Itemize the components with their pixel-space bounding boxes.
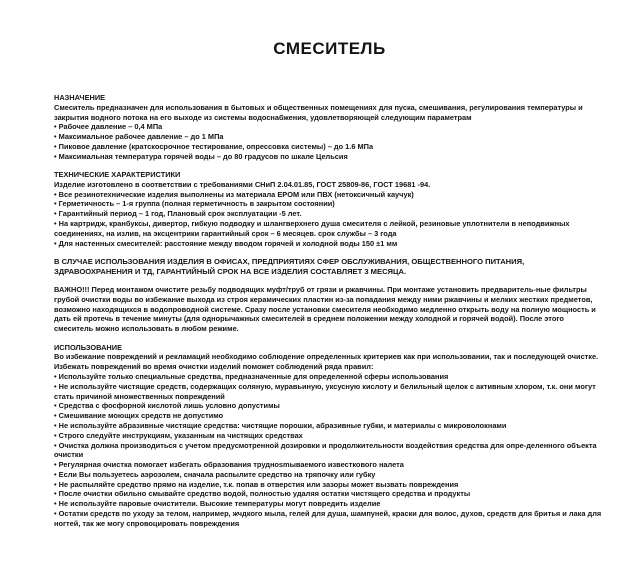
usage-section [54,343,605,529]
list-item: • Не распыляйте средство прямо на изделие, т.к. попав в отверстия или зазоры может вызвать повреждения [54,479,459,489]
specs-intro: Изделие изготовлено в соответствии с требованиями СНиП 2.04.01.85, ГОСТ 25809-86, ГОСТ 19681 -94. [54,179,431,189]
list-item: • Используйте только специальные средства, предназначенные для определенной сферы использования [54,371,449,381]
document-body [54,93,605,529]
list-item: • Для настенных смесителей: расстояние между вводом горячей и холодной воды 150 ±1 мм [54,238,398,248]
list-item: • Не используйте паровые очистители. Высокие температуры могут повредить изделие [54,499,381,509]
page-title: СМЕСИТЕЛЬ [273,39,386,58]
list-item: • Гарантийный период – 1 год, Плановый срок эксплуатации -5 лет. [54,209,302,219]
usage-intro: Во избежание повреждений и рекламаций необходимо соблюдение определенных критериев как при использовании, так и последующей очистке. Избежать повреждений во время очистки изделий поможет соблюдений ряда правил: [54,352,599,372]
purpose-intro: Смеситель предназначен для использования в бытовых и общественных помещениях для пуска, смешивания, регулирования температуры и закрытия водного потока на его выходе из системы водоснабжения, удовлетворяющей следующим параметрам [54,102,583,122]
usage-heading: ИСПОЛЬЗОВАНИЕ [54,342,123,352]
list-item: • На картридж, кранбуксы, дивертор, гибкую подводку и шлангверхнего душа смесителя с лейкой, резиновые уплотнители в неподвижных соединениях, на излив, на эксцентрики гарантийный срок – 6 месяцев. срок службы – 3 года [54,219,570,238]
list-item: • Регулярная очистка помогает избегать образования труднosmываемого известкового налета [54,460,404,470]
list-item: • Герметичность – 1-я группа (полная герметичность в закрытом состоянии) [54,199,335,209]
important-note: ВАЖНО!!! Перед монтажом очистите резьбу подводящих муфт/труб от грязи и ржавчины. При монтаже установить предваритель-ные фильтры грубой очистки воды во избежание выхода из строя керамических пластин из-за попадания между ними ржавчины и мелких жестких предметов, возможно находящихся в водопроводной системе. Сразу после установки смесителя необходимо медленно открыть воду на полную мощность и дать ей протечь в течение минуты (для однорычажных смесителей в среднем положении между холодной и горячей водой). После этого смеситель можно использовать в любом режиме. [54,285,596,334]
list-item: • Все резинотехнические изделия выполнены из материала EPOM или ПВХ (нетоксичный каучук) [54,189,414,199]
list-item: • Не используйте чистящие средств, содержащих соляную, муравьиную, уксусную кислоту и белильный щелок с активным хлором, т.к. они могут стать причиной множественных повреждений [54,381,596,401]
list-item: • Смешивание моющих средств не допустимо [54,411,224,421]
purpose-section [54,93,605,162]
list-item: • Не используйте абразивные чистящие средства: чистящие порошки, абразивные губки, и материалы с микроволокнами [54,420,507,430]
list-item: • Рабочее давление – 0,4 МПа [54,122,163,132]
warranty-notice: В СЛУЧАЕ ИСПОЛЬЗОВАНИЯ ИЗДЕЛИЯ В ОФИСАХ, ПРЕДПРИЯТИЯХ СФЕР ОБСЛУЖИВАНИЯ, ОБЩЕСТВЕННОГО ПИТАНИЯ, ЗДРАВООХРАНЕНИЯ И ТД, ГАРАНТИЙНЫЙ СРОК НА ВСЕ ИЗДЕЛИЯ СОСТАВЛЯЕТ 3 МЕСЯЦА. [54,256,525,276]
specs-heading: ТЕХНИЧЕСКИЕ ХАРАКТЕРИСТИКИ [54,170,181,180]
list-item: • Максимальная температура горячей воды – до 80 градусов по шкале Цельсия [54,151,348,161]
list-item: • После очистки обильно смывайте средство водой, полностью удаляя остатки чистящего средства и продукты [54,489,471,499]
list-item: • Если Вы пользуетесь аэрозолем, сначала распылите средство на тряпочку или губку [54,469,376,479]
list-item: • Очистка должна производиться с учетом предусмотренной дозировки и продолжительности воздействия средства для опре-деленного объекта очистки [54,440,597,460]
list-item: • Максимальное рабочее давление – до 1 МПа [54,132,224,142]
list-item: • Пиковое давление (кратскосрочное тестирование, опрессовка системы) – до 1.6 МПа [54,141,374,151]
list-item: • Остатки средств по уходу за телом, например, жчдкого мыла, гелей для душа, шампуней, краски для волос, духов, средств для бритья и лака для ногтей, так же могу спровоцировать повреждения [54,509,602,528]
purpose-heading: НАЗНАЧЕНИЕ [54,93,106,102]
specs-section [54,170,605,248]
list-item: • Строго следуйте инструкциям, указанным на чистящих средствах [54,430,303,440]
list-item: • Средства с фосфорной кислотой лишь условно допустимы [54,401,280,411]
